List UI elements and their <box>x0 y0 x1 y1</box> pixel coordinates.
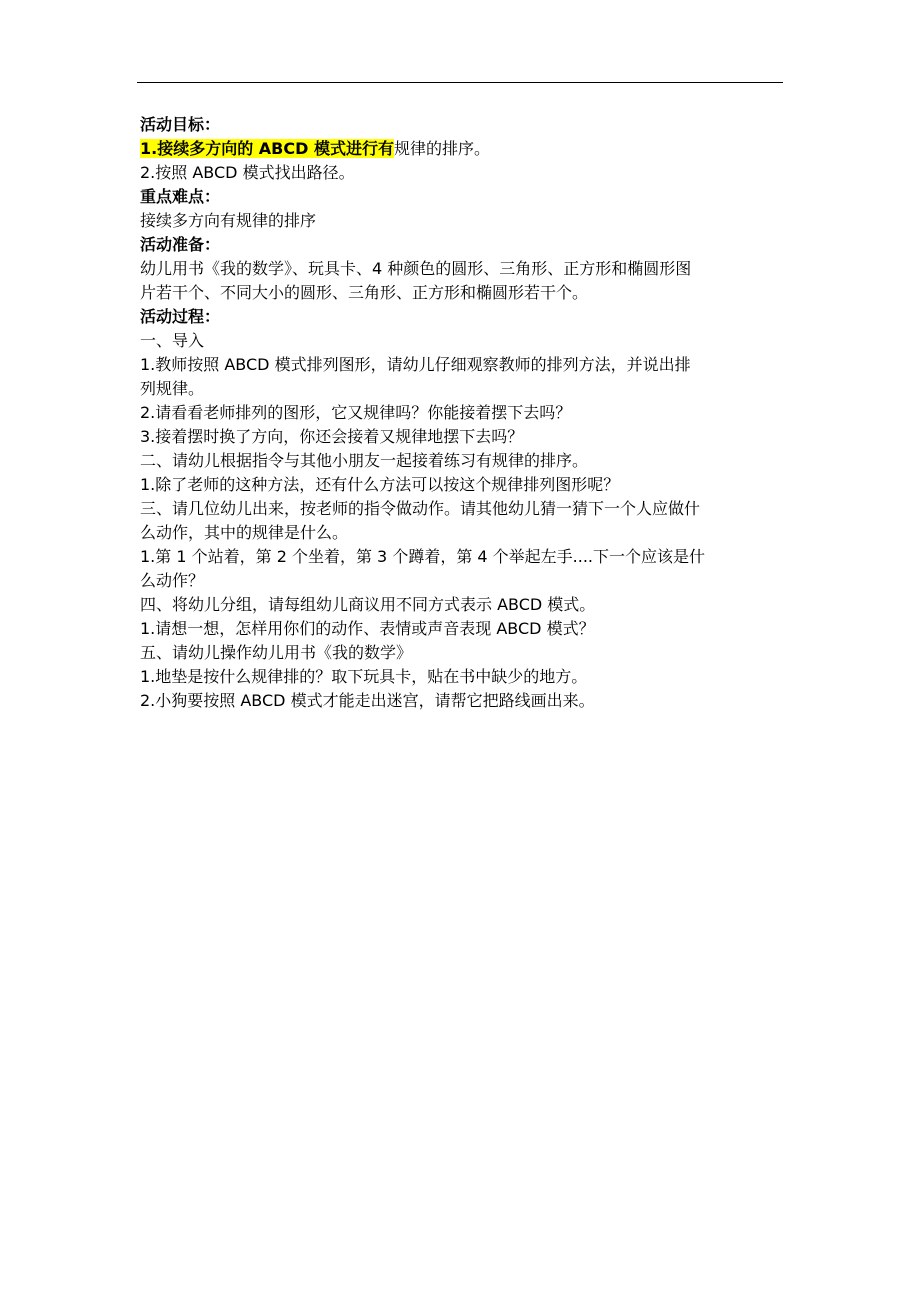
process-step-1-title: 一、导入 <box>140 331 205 350</box>
goal-item-1-rest: 规律的排序。 <box>393 139 490 158</box>
goal-item-2: 2.按照 ABCD 模式找出路径。 <box>140 163 355 182</box>
process-step-2-title: 二、请幼儿根据指令与其他小朋友一起接着练习有规律的排序。 <box>140 451 589 470</box>
section-heading-process: 活动过程： <box>140 307 221 326</box>
process-step-5-item-1: 1.地垫是按什么规律排的？取下玩具卡，贴在书中缺少的地方。 <box>140 667 588 686</box>
process-step-5-title: 五、请幼儿操作幼儿用书《我的数学》 <box>140 643 413 662</box>
document-body <box>140 113 785 713</box>
process-step-3-title-line-1: 三、请几位幼儿出来，按老师的指令做动作。请其他幼儿猜一猜下一个人应做什 <box>140 499 701 518</box>
process-step-1-item-1-line-1: 1.教师按照 ABCD 模式排列图形，请幼儿仔细观察教师的排列方法，并说出排 <box>140 355 691 374</box>
process-step-1-item-1-line-2: 列规律。 <box>140 379 205 398</box>
section-heading-preparation: 活动准备： <box>140 235 221 254</box>
process-step-4-title: 四、将幼儿分组，请每组幼儿商议用不同方式表示 ABCD 模式。 <box>140 595 596 614</box>
process-step-3-item-1-line-2: 么动作？ <box>140 571 205 590</box>
goal-item-1-highlight: 1.接续多方向的 ABCD 模式进行有 <box>140 139 394 158</box>
process-step-1-item-2: 2.请看看老师排列的图形，它又规律吗？你能接着摆下去吗？ <box>140 403 572 422</box>
key-points-text: 接续多方向有规律的排序 <box>140 211 317 230</box>
process-step-1-item-3: 3.接着摆时换了方向，你还会接着又规律地摆下去吗？ <box>140 427 524 446</box>
preparation-line-2: 片若干个、不同大小的圆形、三角形、正方形和椭圆形若干个。 <box>140 283 589 302</box>
process-step-3-title-line-2: 么动作，其中的规律是什么。 <box>140 523 349 542</box>
process-step-5-item-2: 2.小狗要按照 ABCD 模式才能走出迷宫，请帮它把路线画出来。 <box>140 691 595 710</box>
preparation-line-1: 幼儿用书《我的数学》、玩具卡、4 种颜色的圆形、三角形、正方形和椭圆形图 <box>140 259 692 278</box>
process-step-3-item-1-line-1: 1.第 1 个站着，第 2 个坐着，第 3 个蹲着，第 4 个举起左手....下一个应该是什 <box>140 547 706 566</box>
process-step-4-item-1: 1.请想一想，怎样用你们的动作、表情或声音表现 ABCD 模式？ <box>140 619 595 638</box>
goal-item-1 <box>140 137 785 161</box>
header-rule <box>137 82 783 83</box>
section-heading-key-points: 重点难点： <box>140 187 221 206</box>
process-step-2-item-1: 1.除了老师的这种方法，还有什么方法可以按这个规律排列图形呢？ <box>140 475 620 494</box>
section-heading-goals: 活动目标： <box>140 115 221 134</box>
